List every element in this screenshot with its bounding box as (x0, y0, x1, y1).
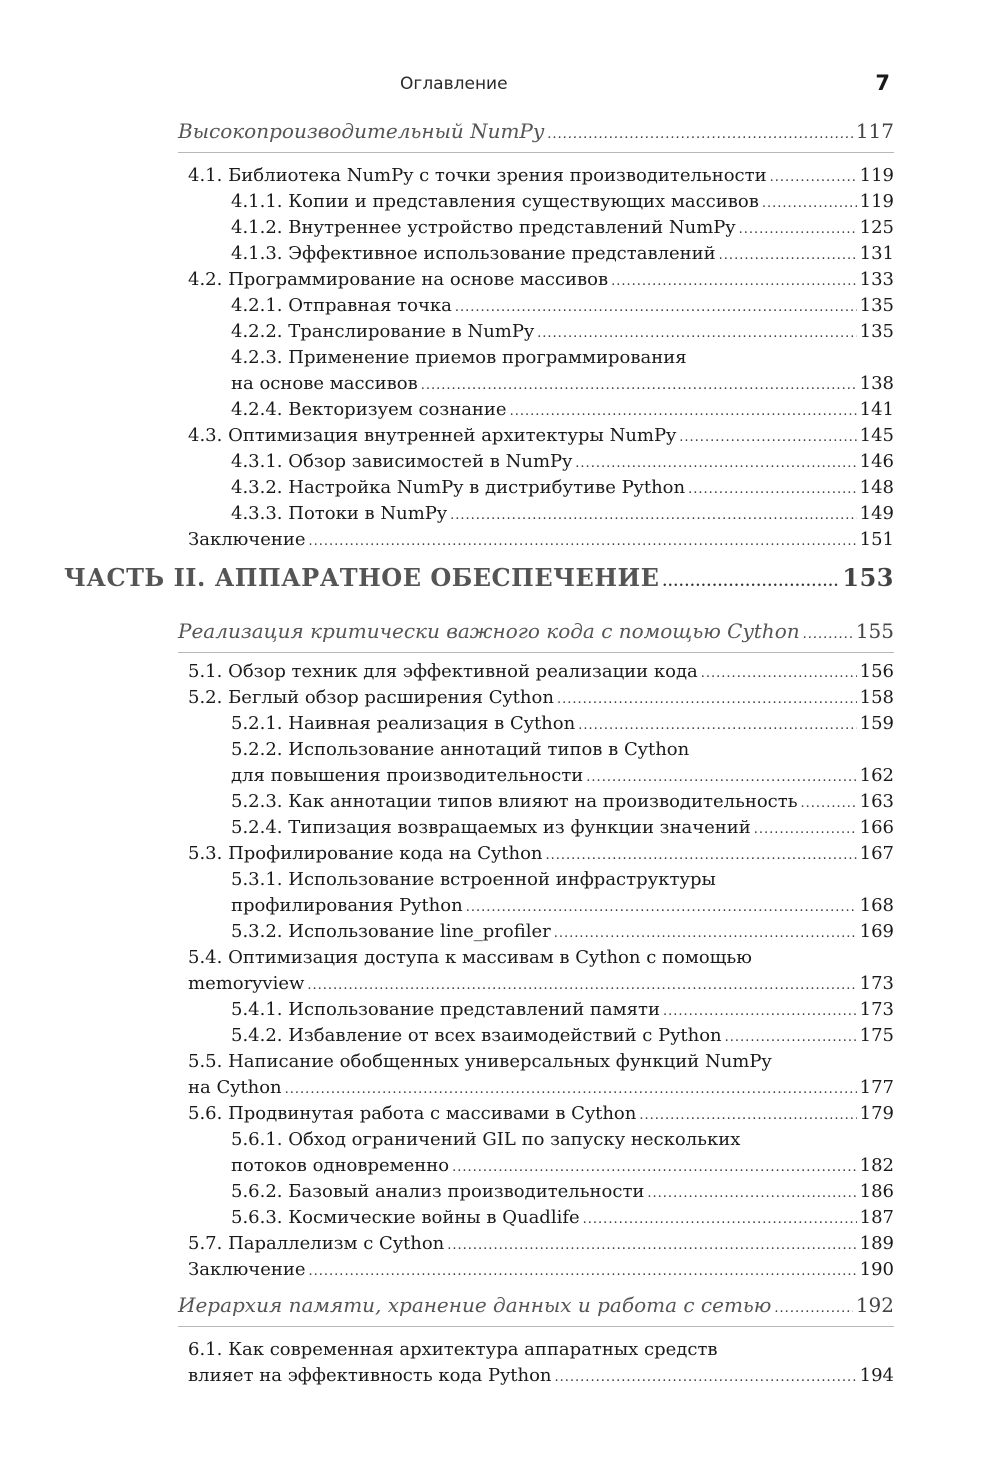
dot-leader (309, 534, 857, 549)
toc-entry-24-title: 5.3. Профилирование кода на Cython (188, 843, 543, 864)
toc-entry (188, 165, 894, 186)
toc-entry-7-page: 135 (859, 295, 894, 316)
toc-entry (188, 843, 894, 864)
dot-leader (537, 326, 856, 341)
toc-entry-25-title-continued: профилирования Python (231, 895, 463, 916)
toc-entry-27-title-continued: memoryview (188, 973, 305, 994)
dot-leader (679, 430, 856, 445)
toc-entry (231, 1155, 894, 1176)
toc-entry-36-title: Заключение (188, 1259, 306, 1280)
toc-entry-34-title: 5.6.3. Космические войны в Quadlife (231, 1207, 580, 1228)
toc-entry-36-page: 190 (859, 1259, 894, 1280)
toc-entry-9-title-continued: на основе массивов (231, 373, 418, 394)
dot-leader (663, 1004, 857, 1019)
toc-entry-14-title: 4.3.3. Потоки в NumPy (231, 503, 448, 524)
toc-entry (188, 1365, 894, 1386)
toc-entry (231, 295, 894, 316)
toc-entry-1-page: 117 (855, 119, 894, 143)
toc-entry-13-title: 4.3.2. Настройка NumPy в дистрибутиве Python (231, 477, 686, 498)
toc-entry (231, 503, 894, 524)
dot-leader (555, 1370, 857, 1385)
dot-leader (557, 692, 857, 707)
toc-entry-38-title-continued: влияет на эффективность кода Python (188, 1365, 552, 1386)
toc-entry-25-title: 5.3.1. Использование встроенной инфраструктуры (231, 869, 716, 890)
toc-entry-8-title: 4.2.2. Транслирование в NumPy (231, 321, 535, 342)
dot-leader (719, 248, 857, 263)
toc-entry (188, 687, 894, 708)
dot-leader (801, 796, 857, 811)
dot-leader (421, 378, 857, 393)
toc-entry-22-page: 163 (859, 791, 894, 812)
dot-leader (688, 482, 857, 497)
toc-entry-31-page: 179 (859, 1103, 894, 1124)
toc-entry-18-title: 5.1. Обзор техник для эффективной реализации кода (188, 661, 698, 682)
toc-entry-2-page: 119 (859, 165, 894, 186)
toc-entry (188, 1259, 894, 1280)
chapter-rule (178, 152, 894, 153)
toc-entry (188, 529, 894, 550)
toc-entry-30-page: 177 (859, 1077, 894, 1098)
toc-entry-19-title: 5.2. Беглый обзор расширения Cython (188, 687, 554, 708)
toc-entry (231, 191, 894, 212)
toc-entry-33-page: 186 (859, 1181, 894, 1202)
toc-entry (188, 973, 894, 994)
toc-entry (188, 661, 894, 682)
toc-entry-23-page: 166 (859, 817, 894, 838)
toc-entry-17-title: Реализация критически важного кода с помощью Cython (178, 619, 800, 643)
dot-leader (510, 404, 857, 419)
dot-leader (452, 1160, 857, 1175)
toc-entry-3-title: 4.1.1. Копии и представления существующих массивов (231, 191, 759, 212)
toc-entry-2-title: 4.1. Библиотека NumPy с точки зрения производительности (188, 165, 767, 186)
toc-entry-32-title: 5.6.1. Обход ограничений GIL по запуску нескольких (231, 1129, 741, 1150)
toc-entry-21-title: 5.2.2. Использование аннотаций типов в Cython (231, 739, 690, 760)
toc-entry-28-page: 173 (859, 999, 894, 1020)
toc-entry-25-page: 168 (859, 895, 894, 916)
toc-entry-8-page: 135 (859, 321, 894, 342)
toc-entry-30-title: 5.5. Написание обобщенных универсальных функций NumPy (188, 1051, 772, 1072)
toc-entry-20-page: 159 (859, 713, 894, 734)
toc-entry (231, 817, 894, 838)
toc-entry-9-page: 138 (859, 373, 894, 394)
dot-leader (575, 456, 856, 471)
toc-entry-5-title: 4.1.3. Эффективное использование представлений (231, 243, 716, 264)
dot-leader (450, 508, 857, 523)
dot-leader (647, 1186, 856, 1201)
dot-leader (547, 127, 853, 142)
running-header-title: Оглавление (400, 74, 508, 94)
toc-entry (231, 791, 894, 812)
dot-leader (725, 1030, 857, 1045)
dot-leader (611, 274, 857, 289)
toc-entry-27-page: 173 (859, 973, 894, 994)
dot-leader (578, 718, 856, 733)
toc-entry (231, 999, 894, 1020)
toc-entry-37-title: Иерархия памяти, хранение данных и работа с сетью (178, 1293, 772, 1317)
dot-leader (639, 1108, 856, 1123)
toc-entry-3-page: 119 (859, 191, 894, 212)
toc-entry (188, 425, 894, 446)
dot-leader (701, 666, 857, 681)
dot-leader (554, 926, 857, 941)
dot-leader (762, 196, 857, 211)
toc-entry-7-title: 4.2.1. Отправная точка (231, 295, 452, 316)
dot-leader (583, 1212, 857, 1227)
toc-entry-31-title: 5.6. Продвинутая работа с массивами в Cython (188, 1103, 637, 1124)
toc-entry (188, 1233, 894, 1254)
running-header (0, 71, 1000, 102)
toc-entry-4-title: 4.1.2. Внутреннее устройство представлений NumPy (231, 217, 736, 238)
toc-entry-38-title: 6.1. Как современная архитектура аппаратных средств (188, 1339, 718, 1360)
toc-entry-35-page: 189 (859, 1233, 894, 1254)
toc-entry-21-title-continued: для повышения производительности (231, 765, 584, 786)
dot-leader (447, 1238, 856, 1253)
toc-entry-37-page: 192 (855, 1293, 894, 1317)
toc-entry-34-page: 187 (859, 1207, 894, 1228)
toc-entry (231, 217, 894, 238)
dot-leader (307, 978, 856, 993)
toc-entry (231, 451, 894, 472)
dot-leader (662, 575, 839, 590)
toc-entry (231, 713, 894, 734)
dot-leader (309, 1264, 857, 1279)
toc-entry-29-page: 175 (859, 1025, 894, 1046)
toc-entry (231, 1181, 894, 1202)
toc-entry-24-page: 167 (859, 843, 894, 864)
toc-entry-22-title: 5.2.3. Как аннотации типов влияют на производительность (231, 791, 798, 812)
toc-entry (231, 895, 894, 916)
chapter-rule (178, 1326, 894, 1327)
toc-entry (231, 321, 894, 342)
toc-entry-26-page: 169 (859, 921, 894, 942)
toc-entry-5-page: 131 (859, 243, 894, 264)
dot-leader (285, 1082, 857, 1097)
dot-leader (586, 770, 856, 785)
toc-entry (231, 399, 894, 420)
toc-entry (188, 269, 894, 290)
dot-leader (803, 627, 853, 642)
toc-entry-23-title: 5.2.4. Типизация возвращаемых из функции значений (231, 817, 751, 838)
toc-entry-26-title: 5.3.2. Использование line_profiler (231, 921, 551, 942)
dot-leader (455, 300, 857, 315)
toc-entry-29-title: 5.4.2. Избавление от всех взаимодействий с Python (231, 1025, 722, 1046)
page-number: 7 (875, 71, 890, 95)
toc-entry (231, 765, 894, 786)
toc-entry (231, 1025, 894, 1046)
toc-entry (231, 373, 894, 394)
dot-leader (466, 900, 857, 915)
toc-entry-19-page: 158 (859, 687, 894, 708)
toc-part-heading (64, 563, 894, 592)
chapter-rule (178, 652, 894, 653)
toc-entry-33-title: 5.6.2. Базовый анализ производительности (231, 1181, 645, 1202)
toc-entry-6-page: 133 (859, 269, 894, 290)
toc-entry (231, 921, 894, 942)
toc-entry-16-title: ЧАСТЬ II. АППАРАТНОЕ ОБЕСПЕЧЕНИЕ (64, 563, 660, 592)
toc-entry-35-title: 5.7. Параллелизм с Cython (188, 1233, 445, 1254)
toc-entry (188, 1077, 894, 1098)
dot-leader (754, 822, 857, 837)
toc-entry (231, 477, 894, 498)
toc-entry-28-title: 5.4.1. Использование представлений памяти (231, 999, 660, 1020)
toc-chapter-heading (178, 1293, 894, 1317)
toc-entry-11-page: 145 (859, 425, 894, 446)
toc-entry (188, 1103, 894, 1124)
toc-entry-12-title: 4.3.1. Обзор зависимостей в NumPy (231, 451, 573, 472)
toc-entry-18-page: 156 (859, 661, 894, 682)
dot-leader (774, 1301, 852, 1316)
toc-entry-14-page: 149 (859, 503, 894, 524)
toc-entry-30-title-continued: на Cython (188, 1077, 282, 1098)
toc-entry (231, 1207, 894, 1228)
toc-entry-27-title: 5.4. Оптимизация доступа к массивам в Cython с помощью (188, 947, 752, 968)
toc-entry-6-title: 4.2. Программирование на основе массивов (188, 269, 609, 290)
dot-leader (739, 222, 857, 237)
toc-entry-11-title: 4.3. Оптимизация внутренней архитектуры NumPy (188, 425, 677, 446)
toc-entry-12-page: 146 (859, 451, 894, 472)
toc-entry-1-title: Высокопроизводительный NumPy (178, 119, 545, 143)
dot-leader (546, 848, 857, 863)
toc-entry-13-page: 148 (859, 477, 894, 498)
toc-entry-21-page: 162 (859, 765, 894, 786)
toc-entry-4-page: 125 (859, 217, 894, 238)
toc-entry-17-page: 155 (855, 619, 894, 643)
toc-entry-9-title: 4.2.3. Применение приемов программирования (231, 347, 687, 368)
toc-entry-15-title: Заключение (188, 529, 306, 550)
toc-chapter-heading (178, 619, 894, 643)
toc-entry-32-title-continued: потоков одновременно (231, 1155, 450, 1176)
toc-chapter-heading (178, 119, 894, 143)
toc-entry-10-page: 141 (859, 399, 894, 420)
toc-entry (231, 243, 894, 264)
toc-entry-20-title: 5.2.1. Наивная реализация в Cython (231, 713, 576, 734)
toc-entry-38-page: 194 (859, 1365, 894, 1386)
toc-entry-10-title: 4.2.4. Векторизуем сознание (231, 399, 507, 420)
toc-entry-15-page: 151 (859, 529, 894, 550)
toc-entry-32-page: 182 (859, 1155, 894, 1176)
toc-entry-16-page: 153 (842, 563, 894, 592)
dot-leader (770, 170, 857, 185)
